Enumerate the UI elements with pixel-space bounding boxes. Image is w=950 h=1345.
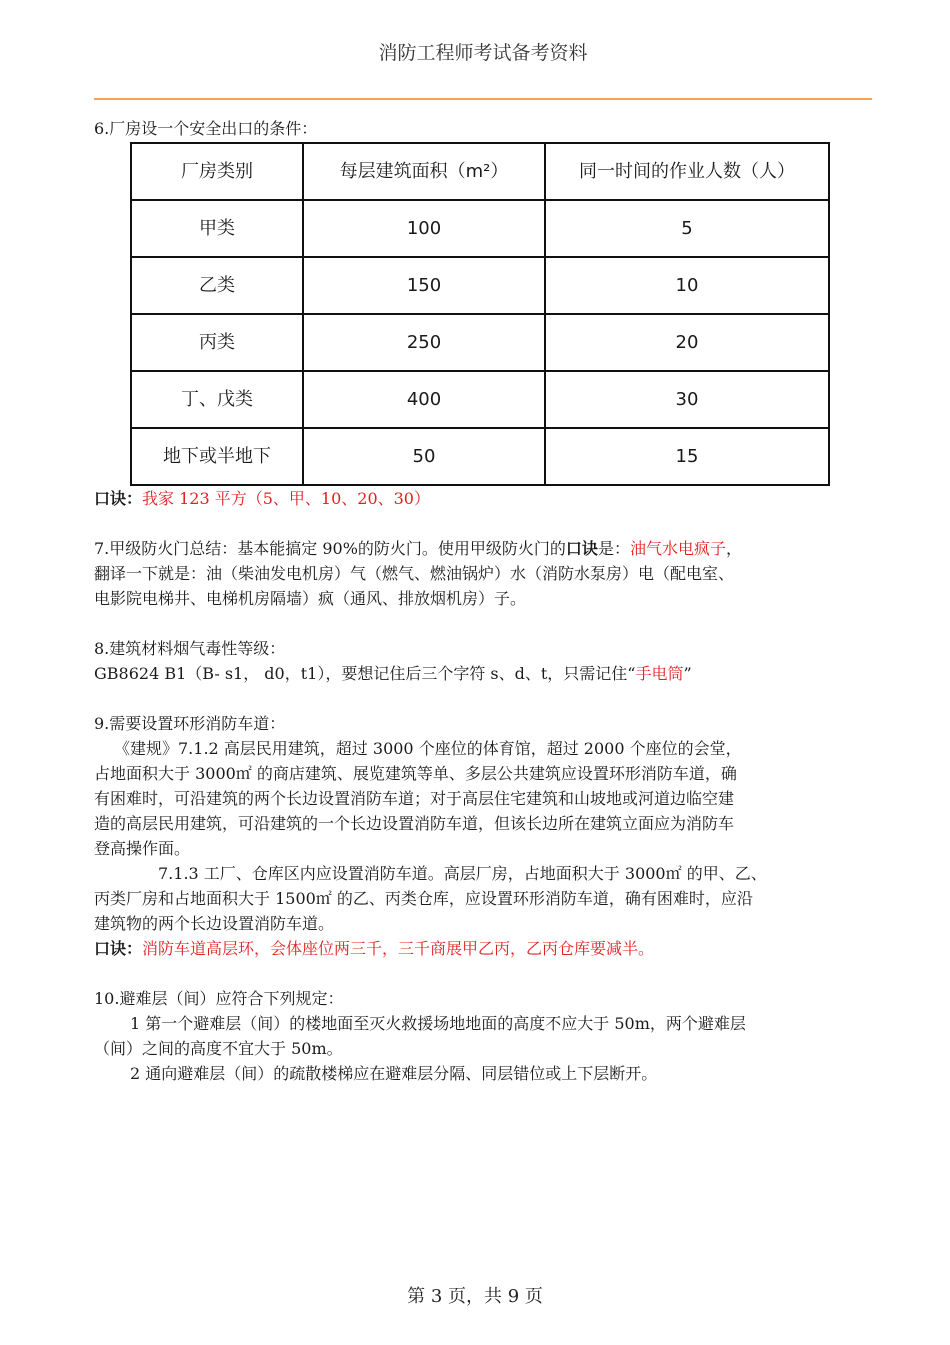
mnemonic-text: 油气水电疯子 <box>629 539 726 558</box>
section-9-p1-line: 《建规》7.1.2 高层民用建筑，超过 3000 个座位的体育馆，超过 2000 个座位的会堂， <box>114 739 742 758</box>
table-cell: 甲类 <box>131 200 303 257</box>
section-7-text: ， <box>725 539 742 558</box>
section-7-text: 7.甲级防火门总结：基本能搞定 90%的防火门。使用甲级防火门的 <box>94 539 566 558</box>
section-8-text <box>94 661 872 686</box>
table-row <box>131 371 829 428</box>
section-8-close: ” <box>683 664 692 683</box>
table-cell: 50 <box>303 428 545 485</box>
mnemonic-label: 口诀： <box>94 939 143 958</box>
section-9-p1-line: 登高操作面。 <box>94 839 191 858</box>
table-cell: 100 <box>303 200 545 257</box>
table-cell: 30 <box>545 371 829 428</box>
table-cell: 20 <box>545 314 829 371</box>
factory-exit-table <box>130 142 830 486</box>
table-cell: 5 <box>545 200 829 257</box>
mnemonic-text: 手电筒 <box>635 664 684 683</box>
section-10-item1-cont: （间）之间的高度不宜大于 50m。 <box>94 1039 343 1058</box>
mnemonic-text: 我家 123 平方（5、甲、10、20、30） <box>142 489 430 508</box>
table-cell: 乙类 <box>131 257 303 314</box>
page-number: 第 3 页，共 9 页 <box>407 1286 543 1307</box>
section-9-p2-line: 丙类厂房和占地面积大于 1500㎡ 的乙、丙类仓库，应设置环形消防车道，确有困难时，应沿 <box>94 889 753 908</box>
section-9-p1-line: 占地面积大于 3000㎡ 的商店建筑、展览建筑等单、多层公共建筑应设置环形消防车道，确 <box>94 764 737 783</box>
table-header-cell: 同一时间的作业人数（人） <box>545 143 829 200</box>
section-9-p1-line: 有困难时，可沿建筑的两个长边设置消防车道；对于高层住宅建筑和山坡地或河道边临空建 <box>94 789 735 808</box>
header-divider <box>94 98 872 100</box>
section-7-text: 是： <box>597 539 630 558</box>
table-row <box>131 428 829 485</box>
section-7-line3: 电影院电梯井、电梯机房隔墙）疯（通风、排放烟机房）子。 <box>94 589 527 608</box>
mnemonic-label: 口诀 <box>565 539 598 558</box>
section-10-heading: 10.避难层（间）应符合下列规定： <box>94 989 344 1008</box>
section-7-line1 <box>94 536 872 561</box>
section-8-body: GB8624 B1（B- s1， d0，t1），要想记住后三个字符 s、d、t，只需记住“ <box>94 664 636 683</box>
mnemonic-text: 消防车道高层环，会体座位两三千，三千商展甲乙丙，乙丙仓库要减半。 <box>142 939 655 958</box>
table-row <box>131 257 829 314</box>
table-header-cell: 每层建筑面积（m²） <box>303 143 545 200</box>
section-6-mnemonic <box>94 486 872 511</box>
table-header-cell: 厂房类别 <box>131 143 303 200</box>
table-cell: 400 <box>303 371 545 428</box>
table-cell: 15 <box>545 428 829 485</box>
table-cell: 10 <box>545 257 829 314</box>
table-cell: 150 <box>303 257 545 314</box>
table-row <box>131 200 829 257</box>
table-cell: 丁、戊类 <box>131 371 303 428</box>
section-9-p2-line: 7.1.3 工厂、仓库区内应设置消防车道。高层厂房，占地面积大于 3000㎡ 的甲、乙、 <box>158 864 767 883</box>
document-body <box>94 116 872 1086</box>
table-cell: 地下或半地下 <box>131 428 303 485</box>
section-8-heading: 8.建筑材料烟气毒性等级： <box>94 639 286 658</box>
table-cell: 丙类 <box>131 314 303 371</box>
section-10-item2: 2 通向避难层（间）的疏散楼梯应在避难层分隔、同层错位或上下层断开。 <box>130 1064 658 1083</box>
table-cell: 250 <box>303 314 545 371</box>
table-header-row <box>131 143 829 200</box>
table-row <box>131 314 829 371</box>
section-10-item1: 1 第一个避难层（间）的楼地面至灭火救援场地地面的高度不应大于 50m，两个避难层 <box>130 1014 746 1033</box>
section-9-heading: 9.需要设置环形消防车道： <box>94 714 286 733</box>
section-9-p1-line: 造的高层民用建筑，可沿建筑的一个长边设置消防车道，但该长边所在建筑立面应为消防车 <box>94 814 735 833</box>
section-7-line2: 翻译一下就是：油（柴油发电机房）气（燃气、燃油锅炉）水（消防水泵房）电（配电室、 <box>94 564 735 583</box>
page-header-title: 消防工程师考试备考资料 <box>378 42 588 64</box>
section-9-mnemonic <box>94 936 872 961</box>
section-6-heading: 6.厂房设一个安全出口的条件： <box>94 119 318 138</box>
section-9-p2-line: 建筑物的两个长边设置消防车道。 <box>94 914 335 933</box>
mnemonic-label: 口诀： <box>94 489 143 508</box>
